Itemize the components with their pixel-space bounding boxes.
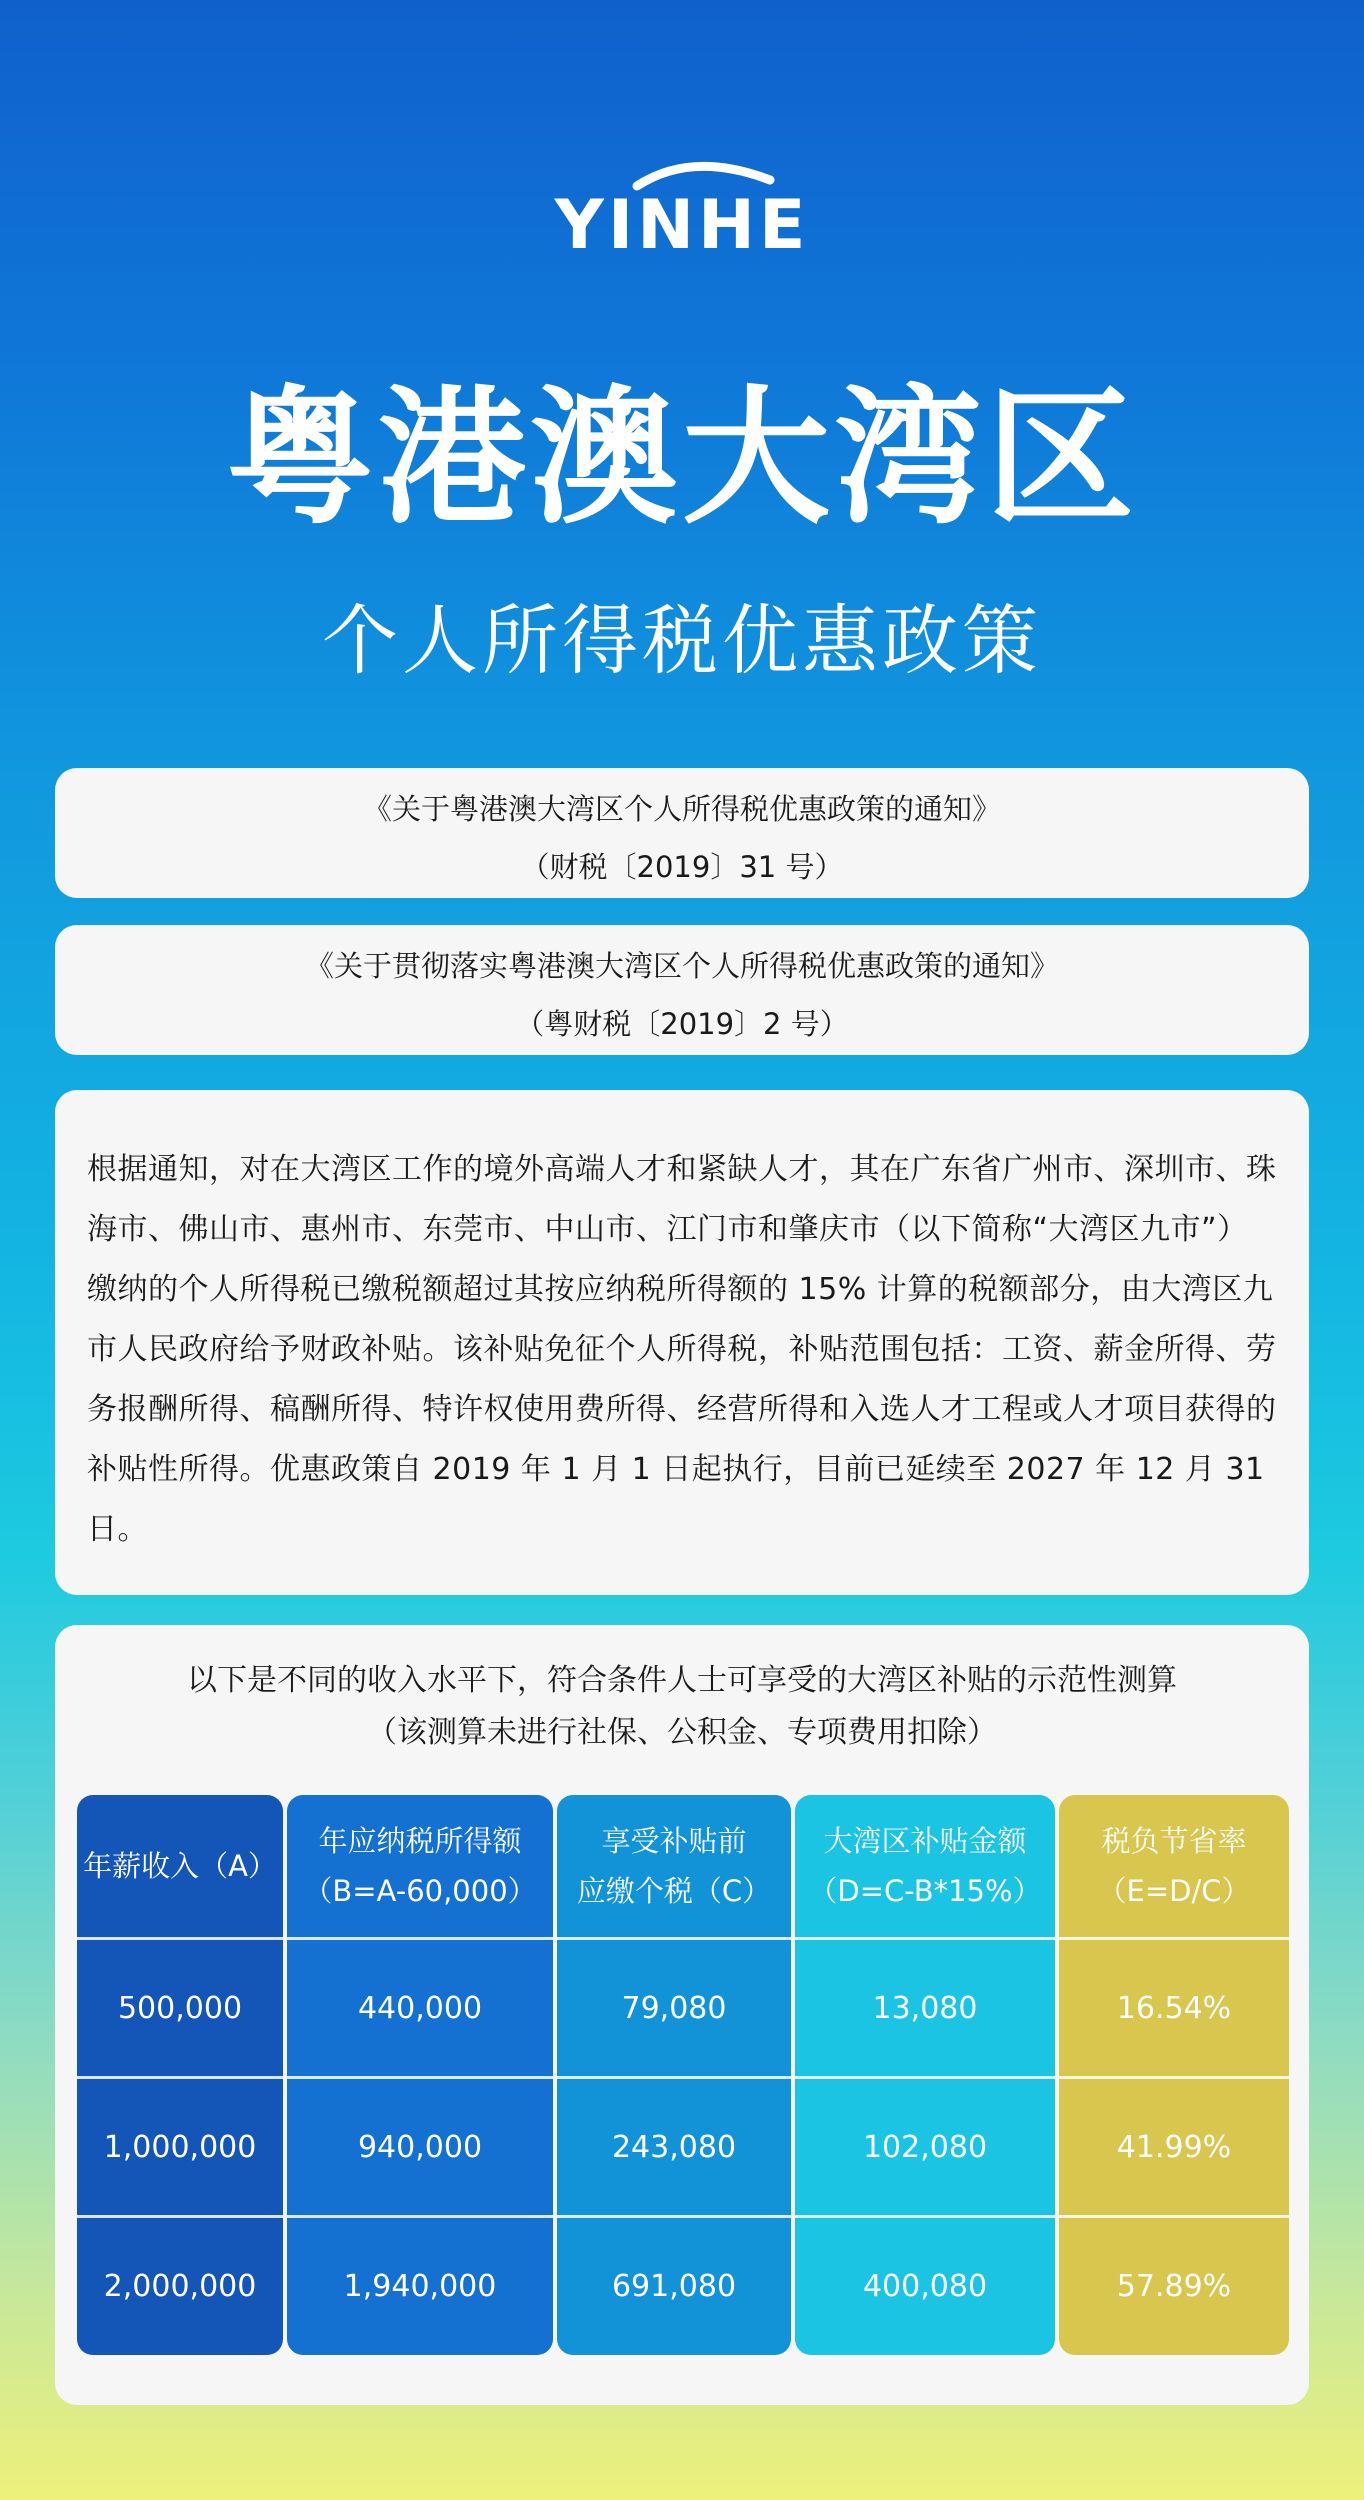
page-subtitle: 个人所得税优惠政策 <box>322 596 1042 685</box>
header-line: 年应纳税所得额 <box>318 1824 522 1858</box>
header-formula: 应缴个税（C） <box>576 1874 772 1908</box>
notice-card-1 <box>55 768 1309 898</box>
calculation-note: 以下是不同的收入水平下，符合条件人士可享受的大湾区补贴的示范性测算 <box>187 1663 1177 1698</box>
column-taxable-income <box>287 1795 553 2355</box>
notice-card-2 <box>55 925 1309 1055</box>
table-cell: 13,080 <box>795 1937 1055 2076</box>
logo-text: YINHE <box>554 186 810 260</box>
column-header <box>1059 1795 1289 1937</box>
yinhe-logo <box>0 150 1364 260</box>
notice-title: 《关于贯彻落实粤港澳大湾区个人所得税优惠政策的通知》 <box>304 949 1059 983</box>
table-cell: 79,080 <box>557 1937 791 2076</box>
column-header <box>77 1795 283 1937</box>
column-tax-before-subsidy <box>557 1795 791 2355</box>
header-line: 年薪收入（A） <box>83 1849 277 1883</box>
table-cell: 440,000 <box>287 1937 553 2076</box>
table-cell: 243,080 <box>557 2076 791 2215</box>
header-line: 税负节省率 <box>1101 1824 1247 1858</box>
column-subsidy-amount <box>795 1795 1055 2355</box>
table-cell: 1,000,000 <box>77 2076 283 2215</box>
table-cell: 691,080 <box>557 2215 791 2354</box>
table-cell: 500,000 <box>77 1937 283 2076</box>
column-header <box>287 1795 553 1937</box>
header-formula: （E=D/C） <box>1097 1874 1251 1908</box>
notice-title: 《关于粤港澳大湾区个人所得税优惠政策的通知》 <box>362 792 1001 826</box>
subsidy-table <box>77 1795 1289 2355</box>
table-cell: 41.99% <box>1059 2076 1289 2215</box>
header-line: 享受补贴前 <box>601 1824 747 1858</box>
notice-doc-number: （粤财税〔2019〕2 号） <box>515 1007 849 1041</box>
column-header <box>557 1795 791 1937</box>
policy-card <box>55 1090 1309 1595</box>
yinhe-logo-mark <box>542 150 822 260</box>
page-title: 粤港澳大湾区 <box>226 372 1138 544</box>
policy-paragraph: 根据通知，对在大湾区工作的境外高端人才和紧缺人才，其在广东省广州市、深圳市、珠海市、佛山市、惠州市、东莞市、中山市、江门市和肇庆市（以下简称“大湾区九市”）缴纳的个人所得税已缴税额超过其按应纳税所得额的 15% 计算的税额部分，由大湾区九市人民政府给予财政补贴。该补贴免征个人所得税，补贴范围包括：工资、薪金所得、劳务报酬所得、稿酬所得、特许权使用费所得、经营所得和入选人才工程或人才项目获得的补贴性所得。优惠政策自 2019 年 1 月 1 日起执行，目前已延续至 2027 年 12 月 31 日。 <box>87 1152 1277 1547</box>
calculation-card <box>55 1625 1309 2405</box>
column-tax-saving-rate <box>1059 1795 1289 2355</box>
column-header <box>795 1795 1055 1937</box>
column-annual-income <box>77 1795 283 2355</box>
table-cell: 1,940,000 <box>287 2215 553 2354</box>
table-cell: 57.89% <box>1059 2215 1289 2354</box>
table-cell: 16.54% <box>1059 1937 1289 2076</box>
table-cell: 940,000 <box>287 2076 553 2215</box>
header-formula: （B=A-60,000） <box>303 1874 537 1908</box>
calculation-disclaimer: （该测算未进行社保、公积金、专项费用扣除） <box>367 1715 997 1750</box>
header-line: 大湾区补贴金额 <box>823 1824 1027 1858</box>
notice-doc-number: （财税〔2019〕31 号） <box>520 850 844 884</box>
table-cell: 400,080 <box>795 2215 1055 2354</box>
header-formula: （D=C-B*15%） <box>808 1874 1042 1908</box>
table-cell: 102,080 <box>795 2076 1055 2215</box>
table-cell: 2,000,000 <box>77 2215 283 2354</box>
